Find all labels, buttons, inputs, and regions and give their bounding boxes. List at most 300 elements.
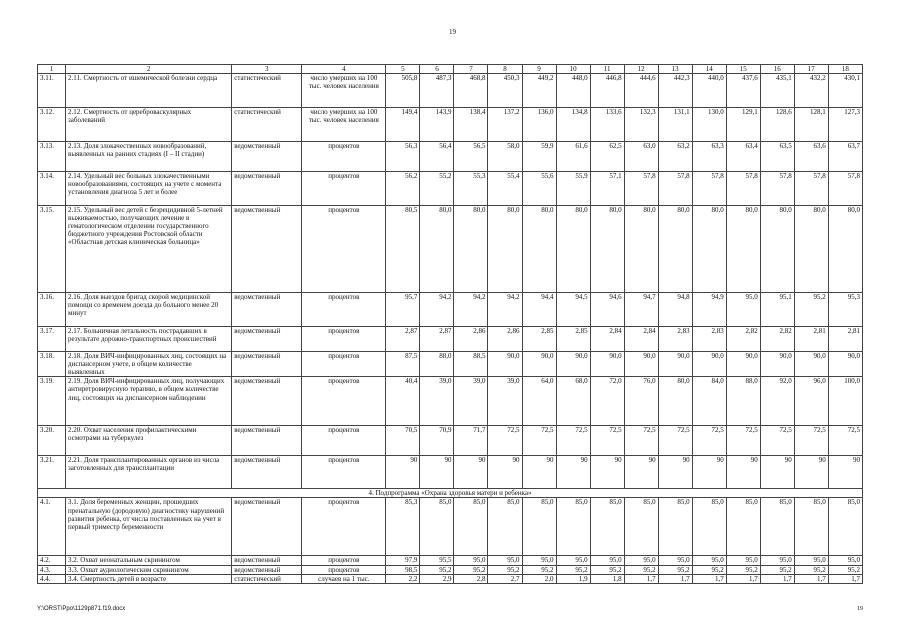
value-cell: 39,0 [420,377,454,426]
value-cell: 63,4 [726,142,760,172]
value-cell: 90 [760,456,794,489]
value-cell: 95,0 [692,556,726,565]
unit: процентов [302,293,386,327]
indicator-name: 2.12. Смертность от цереброваскулярных заболеваний [66,108,232,142]
value-cell: 80,0 [590,206,624,293]
value-cell: 129,1 [726,108,760,142]
row-number: 4.2. [38,556,66,565]
value-cell: 90,0 [488,352,522,377]
value-cell: 2,0 [522,574,556,583]
value-cell: 90 [590,456,624,489]
indicator-name: 2.14. Удельный вес больных злокачественными новообразованиями, состоящих на учете с момента установления диагноза 5 лет и более [66,172,232,206]
row-number: 3.20. [38,426,66,456]
value-cell: 88,0 [726,377,760,426]
indicator-name: 3.4. Смертность детей в возрасте [66,574,232,583]
value-cell: 90 [658,456,692,489]
value-cell: 72,5 [760,426,794,456]
value-cell: 85,0 [624,498,658,556]
value-cell: 2,86 [454,327,488,352]
row-number: 3.21. [38,456,66,489]
value-cell: 95,0 [590,556,624,565]
table-row [38,172,863,206]
header-row [38,65,863,74]
value-cell: 70,5 [386,426,420,456]
value-cell: 72,5 [828,426,862,456]
value-cell: 85,3 [386,498,420,556]
value-cell: 85,0 [760,498,794,556]
column-number: 1 [38,65,66,74]
value-cell: 80,0 [760,206,794,293]
value-cell: 88,5 [454,352,488,377]
value-cell: 40,4 [386,377,420,426]
table-row [38,574,863,583]
value-cell: 90 [692,456,726,489]
value-cell: 134,8 [556,108,590,142]
value-cell: 95,0 [522,556,556,565]
table-row [38,498,863,556]
indicator-name: 2.21. Доля трансплантированных органов из числа заготовленных для трансплантации [66,456,232,489]
value-cell: 63,6 [794,142,828,172]
value-cell: 90,0 [692,352,726,377]
value-cell: 95,1 [760,293,794,327]
column-number: 15 [726,65,760,74]
unit: процентов [302,565,386,574]
row-number: 4.1. [38,498,66,556]
value-cell: 430,1 [828,74,862,108]
unit: процентов [302,456,386,489]
value-cell: 90,0 [658,352,692,377]
value-cell: 2,85 [556,327,590,352]
indicator-name: 3.1. Доля беременных женщин, прошедших пренатальную (дородовую) диагностику нарушений развития ребенка, от числа поставленных на учет в первый триместр беременности [66,498,232,556]
value-cell: 39,0 [454,377,488,426]
value-cell: 128,1 [794,108,828,142]
value-cell: 2,87 [420,327,454,352]
value-cell: 2,83 [692,327,726,352]
value-cell: 61,6 [556,142,590,172]
value-cell: 71,7 [454,426,488,456]
data-source: ведомственный [232,426,302,456]
indicator-name: 2.18. Доля ВИЧ-инфицированных лиц, состоящих на диспансерном учете, в общем количестве выявленных [66,352,232,377]
data-source: статистический [232,108,302,142]
value-cell: 100,0 [828,377,862,426]
value-cell: 90 [624,456,658,489]
page-number-bottom: 19 [857,606,863,612]
value-cell: 56,5 [454,142,488,172]
value-cell: 88,0 [420,352,454,377]
value-cell: 80,0 [726,206,760,293]
value-cell: 2,7 [488,574,522,583]
unit: число умерших на 100 тыс. человек населения [302,74,386,108]
row-number: 3.16. [38,293,66,327]
value-cell: 80,0 [454,206,488,293]
value-cell: 143,9 [420,108,454,142]
column-number: 17 [794,65,828,74]
column-number: 12 [624,65,658,74]
value-cell: 128,6 [760,108,794,142]
value-cell: 85,0 [420,498,454,556]
value-cell: 450,3 [488,74,522,108]
row-number: 3.13. [38,142,66,172]
value-cell: 97,9 [386,556,420,565]
value-cell: 80,0 [794,206,828,293]
value-cell: 132,3 [624,108,658,142]
row-number: 3.17. [38,327,66,352]
column-number: 14 [692,65,726,74]
value-cell: 2,83 [658,327,692,352]
value-cell: 94,5 [556,293,590,327]
value-cell: 72,5 [624,426,658,456]
column-number: 10 [556,65,590,74]
row-number: 3.15. [38,206,66,293]
value-cell: 95,3 [828,293,862,327]
column-number: 8 [488,65,522,74]
value-cell: 55,3 [454,172,488,206]
value-cell: 2,86 [488,327,522,352]
value-cell: 1,7 [692,574,726,583]
data-source: ведомственный [232,456,302,489]
value-cell: 90 [420,456,454,489]
value-cell: 2,82 [726,327,760,352]
value-cell: 72,0 [590,377,624,426]
value-cell: 95,2 [692,565,726,574]
value-cell: 505,8 [386,74,420,108]
row-number: 4.3. [38,565,66,574]
value-cell: 2,9 [420,574,454,583]
value-cell: 95,0 [726,556,760,565]
value-cell: 95,0 [658,556,692,565]
value-cell: 63,3 [692,142,726,172]
page-number-top: 19 [449,28,456,36]
value-cell: 80,0 [658,377,692,426]
value-cell: 90,0 [794,352,828,377]
value-cell: 85,0 [522,498,556,556]
table-row [38,206,863,293]
column-number: 11 [590,65,624,74]
indicator-name: 2.19. Доля ВИЧ-инфицированных лиц, получающих антиретровирусную терапию, в общем количестве лиц, состоящих на диспансерном наблюдении [66,377,232,426]
value-cell: 95,0 [726,293,760,327]
value-cell: 449,2 [522,74,556,108]
value-cell: 90,0 [556,352,590,377]
row-number: 3.12. [38,108,66,142]
value-cell: 90,0 [590,352,624,377]
column-number: 2 [66,65,232,74]
value-cell: 94,9 [692,293,726,327]
unit: процентов [302,498,386,556]
data-source: ведомственный [232,556,302,565]
value-cell: 63,0 [624,142,658,172]
value-cell: 57,8 [794,172,828,206]
table-row [38,456,863,489]
value-cell: 72,5 [692,426,726,456]
indicator-name: 2.15. Удельный вес детей с безрецидивной 5-летней выживаемостью, получающих лечение в гематологическом отделении государственного бюджетного учреждения Ростовской области «Областная детская клиническая больница» [66,206,232,293]
table-row [38,142,863,172]
value-cell: 442,3 [658,74,692,108]
value-cell: 95,2 [590,565,624,574]
value-cell: 76,0 [624,377,658,426]
value-cell: 87,5 [386,352,420,377]
data-source: статистический [232,74,302,108]
column-number: 18 [828,65,862,74]
value-cell: 85,0 [794,498,828,556]
value-cell: 95,0 [556,556,590,565]
data-source: ведомственный [232,206,302,293]
value-cell: 80,0 [658,206,692,293]
unit: процентов [302,352,386,377]
value-cell: 57,8 [624,172,658,206]
value-cell: 80,0 [692,206,726,293]
value-cell: 440,0 [692,74,726,108]
value-cell: 39,0 [488,377,522,426]
value-cell: 56,3 [386,142,420,172]
value-cell: 95,0 [624,556,658,565]
column-number: 16 [760,65,794,74]
value-cell: 444,6 [624,74,658,108]
value-cell: 72,5 [522,426,556,456]
value-cell: 95,2 [726,565,760,574]
value-cell: 95,0 [488,556,522,565]
value-cell: 95,0 [794,556,828,565]
value-cell: 57,8 [726,172,760,206]
unit: процентов [302,327,386,352]
value-cell: 90 [522,456,556,489]
table-row [38,108,863,142]
value-cell: 2,87 [386,327,420,352]
value-cell: 92,0 [760,377,794,426]
unit: процентов [302,377,386,426]
value-cell: 55,9 [556,172,590,206]
table-row [38,293,863,327]
value-cell: 85,0 [556,498,590,556]
value-cell: 1,7 [794,574,828,583]
value-cell: 95,0 [828,556,862,565]
data-source: ведомственный [232,498,302,556]
data-source: ведомственный [232,172,302,206]
value-cell: 85,0 [692,498,726,556]
value-cell: 94,2 [488,293,522,327]
value-cell: 90 [488,456,522,489]
value-cell: 90 [556,456,590,489]
indicator-name: 2.17. Больничная летальность пострадавших в результате дорожно-транспортных происшествий [66,327,232,352]
value-cell: 57,8 [828,172,862,206]
value-cell: 57,8 [658,172,692,206]
value-cell: 2,2 [386,574,420,583]
value-cell: 130,0 [692,108,726,142]
value-cell: 435,1 [760,74,794,108]
unit: процентов [302,142,386,172]
indicator-name: 3.2. Охват неонатальным скринингом [66,556,232,565]
value-cell: 95,2 [420,565,454,574]
data-source: ведомственный [232,327,302,352]
column-number: 6 [420,65,454,74]
value-cell: 487,3 [420,74,454,108]
value-cell: 95,2 [828,565,862,574]
value-cell: 95,2 [454,565,488,574]
data-source: ведомственный [232,142,302,172]
value-cell: 138,4 [454,108,488,142]
unit: число умерших на 100 тыс. человек населения [302,108,386,142]
value-cell: 72,5 [794,426,828,456]
value-cell: 94,7 [624,293,658,327]
section-row [38,489,863,498]
value-cell: 95,0 [760,556,794,565]
row-number: 3.18. [38,352,66,377]
value-cell: 131,1 [658,108,692,142]
unit: процентов [302,172,386,206]
value-cell: 56,4 [420,142,454,172]
data-source: ведомственный [232,377,302,426]
footer-file-path: Y:\ORST\Ppo\1129p871.f19.docx [37,606,126,612]
value-cell: 2,8 [454,574,488,583]
value-cell: 59,9 [522,142,556,172]
table-row [38,565,863,574]
value-cell: 1,7 [624,574,658,583]
value-cell: 85,0 [590,498,624,556]
value-cell: 95,2 [794,565,828,574]
value-cell: 72,5 [488,426,522,456]
value-cell: 1,7 [658,574,692,583]
indicator-name: 2.13. Доля злокачественных новообразований, выявленных на ранних стадиях (I – II стадии) [66,142,232,172]
value-cell: 72,5 [658,426,692,456]
value-cell: 63,5 [760,142,794,172]
column-number: 3 [232,65,302,74]
value-cell: 85,0 [828,498,862,556]
value-cell: 95,7 [386,293,420,327]
value-cell: 95,0 [454,556,488,565]
indicator-name: 3.3. Охват аудиологическим скринингом [66,565,232,574]
value-cell: 94,2 [420,293,454,327]
value-cell: 85,0 [726,498,760,556]
value-cell: 90,0 [828,352,862,377]
row-number: 3.19. [38,377,66,426]
value-cell: 80,0 [420,206,454,293]
value-cell: 2,81 [828,327,862,352]
value-cell: 80,0 [522,206,556,293]
value-cell: 94,6 [590,293,624,327]
data-source: ведомственный [232,352,302,377]
indicator-name: 2.20. Охват населения профилактическими осмотрами на туберкулез [66,426,232,456]
value-cell: 94,4 [522,293,556,327]
row-number: 3.14. [38,172,66,206]
value-cell: 136,0 [522,108,556,142]
indicator-name: 2.11. Смертность от ишемической болезни сердца [66,74,232,108]
value-cell: 94,8 [658,293,692,327]
value-cell: 2,84 [624,327,658,352]
value-cell: 437,6 [726,74,760,108]
table-row [38,327,863,352]
data-source: статистический [232,574,302,583]
value-cell: 127,3 [828,108,862,142]
value-cell: 90,0 [760,352,794,377]
value-cell: 58,0 [488,142,522,172]
value-cell: 95,2 [658,565,692,574]
value-cell: 72,5 [590,426,624,456]
value-cell: 90,0 [624,352,658,377]
unit: случаев на 1 тыс. [302,574,386,583]
unit: процентов [302,556,386,565]
column-number: 9 [522,65,556,74]
unit: процентов [302,206,386,293]
value-cell: 72,5 [556,426,590,456]
value-cell: 149,4 [386,108,420,142]
value-cell: 57,1 [590,172,624,206]
value-cell: 90,0 [522,352,556,377]
value-cell: 94,2 [454,293,488,327]
value-cell: 90 [454,456,488,489]
value-cell: 68,0 [556,377,590,426]
table-row [38,377,863,426]
value-cell: 2,82 [760,327,794,352]
table-row [38,74,863,108]
value-cell: 1,7 [760,574,794,583]
value-cell: 90 [386,456,420,489]
data-source: ведомственный [232,565,302,574]
value-cell: 55,6 [522,172,556,206]
data-source: ведомственный [232,293,302,327]
value-cell: 80,5 [386,206,420,293]
value-cell: 95,2 [794,293,828,327]
value-cell: 446,8 [590,74,624,108]
value-cell: 80,0 [488,206,522,293]
value-cell: 85,0 [658,498,692,556]
value-cell: 80,0 [828,206,862,293]
value-cell: 80,0 [556,206,590,293]
column-number: 4 [302,65,386,74]
value-cell: 64,0 [522,377,556,426]
value-cell: 72,5 [726,426,760,456]
value-cell: 137,2 [488,108,522,142]
value-cell: 90 [828,456,862,489]
value-cell: 57,8 [692,172,726,206]
value-cell: 96,0 [794,377,828,426]
indicators-table [37,64,863,584]
value-cell: 90,0 [726,352,760,377]
value-cell: 63,2 [658,142,692,172]
value-cell: 56,2 [386,172,420,206]
value-cell: 90 [726,456,760,489]
value-cell: 95,5 [420,556,454,565]
column-number: 7 [454,65,488,74]
value-cell: 85,0 [454,498,488,556]
table-row [38,426,863,456]
value-cell: 468,8 [454,74,488,108]
value-cell: 85,0 [488,498,522,556]
value-cell: 2,85 [522,327,556,352]
value-cell: 80,0 [624,206,658,293]
row-number: 4.4. [38,574,66,583]
value-cell: 70,9 [420,426,454,456]
value-cell: 95,2 [522,565,556,574]
value-cell: 62,5 [590,142,624,172]
value-cell: 84,0 [692,377,726,426]
value-cell: 95,2 [488,565,522,574]
column-number: 13 [658,65,692,74]
value-cell: 1,9 [556,574,590,583]
table-row [38,352,863,377]
value-cell: 55,2 [420,172,454,206]
value-cell: 95,2 [624,565,658,574]
value-cell: 63,7 [828,142,862,172]
row-number: 3.11. [38,74,66,108]
value-cell: 133,6 [590,108,624,142]
column-number: 5 [386,65,420,74]
value-cell: 2,84 [590,327,624,352]
table-row [38,556,863,565]
unit: процентов [302,426,386,456]
value-cell: 95,2 [760,565,794,574]
value-cell: 1,8 [590,574,624,583]
value-cell: 2,81 [794,327,828,352]
indicator-name: 2.16. Доля выездов бригад скорой медицинской помощи со временем доезда до больного менее 20 минут [66,293,232,327]
